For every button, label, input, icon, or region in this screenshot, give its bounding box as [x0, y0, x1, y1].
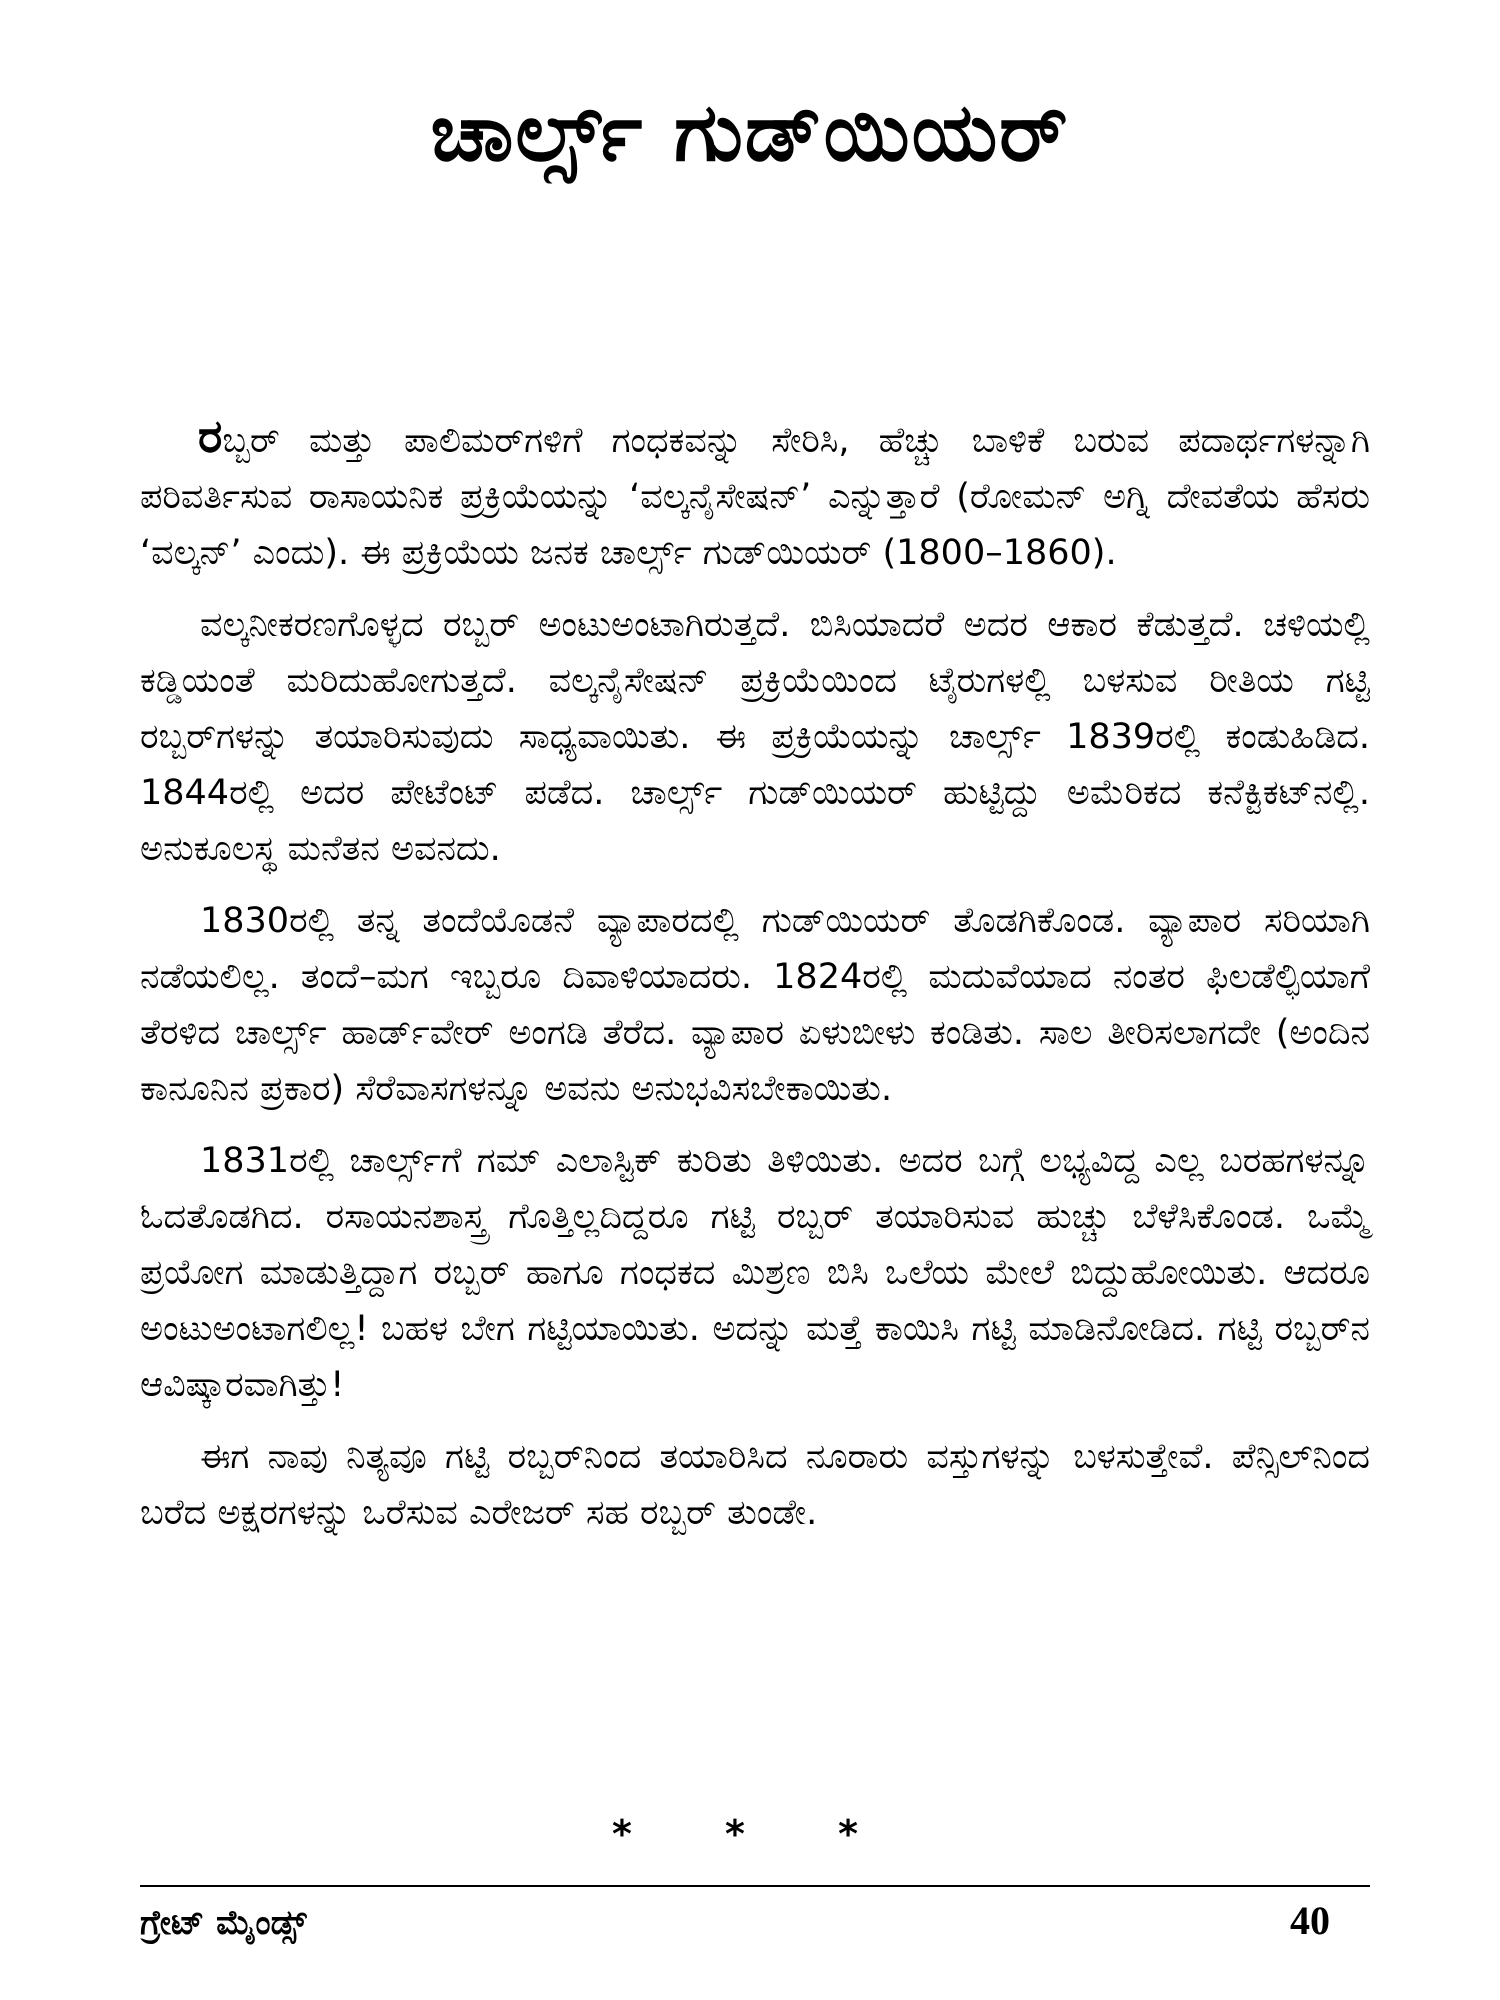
page-title: ಚಾರ್ಲ್ಸ್ ಗುಡ್‌ಯಿಯರ್ [430, 86, 1070, 179]
paragraph-5: ಈಗ ನಾವು ನಿತ್ಯವೂ ಗಟ್ಟಿ ರಬ್ಬರ್‌ನಿಂದ ತಯಾರಿಸಿದ ನೂರಾರು ವಸ್ತುಗಳನ್ನು ಬಳಸುತ್ತೇವೆ. ಪೆನ್ಸಿಲ್‌ನಿಂದ ಬರೆದ ಅಕ್ಷರಗಳನ್ನು ಒರೆಸುವ ಎರೇಜರ್ ಸಹ ರಬ್ಬರ್ ತುಂಡೇ. [140, 1437, 1370, 1533]
drop-cap: ರ [198, 409, 223, 463]
paragraph-4: 1831ರಲ್ಲಿ ಚಾರ್ಲ್ಸ್‌ಗೆ ಗಮ್ ಎಲಾಸ್ಟಿಕ್ ಕುರಿತು ತಿಳಿಯಿತು. ಅದರ ಬಗ್ಗೆ ಲಭ್ಯವಿದ್ದ ಎಲ್ಲ ಬರಹಗಳನ್ನೂ ಓದತೊಡಗಿದ. ರಸಾಯನಶಾಸ್ತ್ರ ಗೊತ್ತಿಲ್ಲದಿದ್ದರೂ ಗಟ್ಟಿ ರಬ್ಬರ್ ತಯಾರಿಸುವ ಹುಚ್ಚು ಬೆಳೆಸಿಕೊಂಡ. ಒಮ್ಮೆ ಪ್ರಯೋಗ ಮಾಡುತ್ತಿದ್ದಾಗ ರಬ್ಬರ್ ಹಾಗೂ ಗಂಧಕದ ಮಿಶ್ರಣ ಬಿಸಿ ಒಲೆಯ ಮೇಲೆ ಬಿದ್ದುಹೋಯಿತು. ಆದರೂ ಅಂಟುಅಂಟಾಗಲಿಲ್ಲ! ಬಹಳ ಬೇಗ ಗಟ್ಟಿಯಾಯಿತು. ಅದನ್ನು ಮತ್ತೆ ಕಾಯಿಸಿ ಗಟ್ಟಿ ಮಾಡಿನೋಡಿದ. ಗಟ್ಟಿ ರಬ್ಬರ್‌ನ ಆವಿಷ್ಕಾರವಾಗಿತ್ತು! [140, 1141, 1370, 1405]
paragraph-1 [140, 408, 1370, 581]
paragraph-1-text: ಬ್ಬರ್ ಮತ್ತು ಪಾಲಿಮರ್‌ಗಳಿಗೆ ಗಂಧಕವನ್ನು ಸೇರಿಸಿ, ಹೆಚ್ಚು ಬಾಳಿಕೆ ಬರುವ ಪದಾರ್ಥಗಳನ್ನಾಗಿ ಪರಿವರ್ತಿಸುವ ರಾಸಾಯನಿಕ ಪ್ರಕ್ರಿಯೆಯನ್ನು ‘ವಲ್ಕನೈಸೇಷನ್’ ಎನ್ನುತ್ತಾರೆ (ರೋಮನ್ ಅಗ್ನಿ ದೇವತೆಯ ಹೆಸರು ‘ವಲ್ಕನ್’ ಎಂದು). ಈ ಪ್ರಕ್ರಿಯೆಯ ಜನಕ ಚಾರ್ಲ್ಸ್ ಗುಡ್‌ಯಿಯರ್ (1800–1860). [140, 421, 1370, 573]
footer-divider [140, 1885, 1370, 1887]
paragraph-3: 1830ರಲ್ಲಿ ತನ್ನ ತಂದೆಯೊಡನೆ ವ್ಯಾಪಾರದಲ್ಲಿ ಗುಡ್‌ಯಿಯರ್ ತೊಡಗಿಕೊಂಡ. ವ್ಯಾಪಾರ ಸರಿಯಾಗಿ ನಡೆಯಲಿಲ್ಲ. ತಂದೆ–ಮಗ ಇಬ್ಬರೂ ದಿವಾಳಿಯಾದರು. 1824ರಲ್ಲಿ ಮದುವೆಯಾದ ನಂತರ ಫಿಲಡೆಲ್ಫಿಯಾಗೆ ತೆರಳಿದ ಚಾರ್ಲ್ಸ್ ಹಾರ್ಡ್‌ವೇರ್ ಅಂಗಡಿ ತೆರೆದ. ವ್ಯಾಪಾರ ಏಳುಬೀಳು ಕಂಡಿತು. ಸಾಲ ತೀರಿಸಲಾಗದೇ (ಅಂದಿನ ಕಾನೂನಿನ ಪ್ರಕಾರ) ಸೆರೆವಾಸಗಳನ್ನೂ ಅವನು ಅನುಭವಿಸಬೇಕಾಯಿತು. [140, 901, 1370, 1109]
page-number: 40 [1290, 1898, 1330, 1943]
paragraph-2: ವಲ್ಕನೀಕರಣಗೊಳ್ಳದ ರಬ್ಬರ್ ಅಂಟುಅಂಟಾಗಿರುತ್ತದೆ. ಬಿಸಿಯಾದರೆ ಅದರ ಆಕಾರ ಕೆಡುತ್ತದೆ. ಚಳಿಯಲ್ಲಿ ಕಡ್ಡಿಯಂತೆ ಮರಿದುಹೋಗುತ್ತದೆ. ವಲ್ಕನೈಸೇಷನ್ ಪ್ರಕ್ರಿಯೆಯಿಂದ ಟೈರುಗಳಲ್ಲಿ ಬಳಸುವ ರೀತಿಯ ಗಟ್ಟಿ ರಬ್ಬರ್‌ಗಳನ್ನು ತಯಾರಿಸುವುದು ಸಾಧ್ಯವಾಯಿತು. ಈ ಪ್ರಕ್ರಿಯೆಯನ್ನು ಚಾರ್ಲ್ಸ್ 1839ರಲ್ಲಿ ಕಂಡುಹಿಡಿದ. 1844ರಲ್ಲಿ ಅದರ ಪೇಟೆಂಟ್ ಪಡೆದ. ಚಾರ್ಲ್ಸ್ ಗುಡ್‌ಯಿಯರ್ ಹುಟ್ಟಿದ್ದು ಅಮೆರಿಕದ ಕನೆಕ್ಟಿಕಟ್‌ನಲ್ಲಿ. ಅನುಕೂಲಸ್ಥ ಮನೆತನ ಅವನದು. [140, 605, 1370, 869]
footer-book-title: ಗ್ರೇಟ್ ಮೈಂಡ್ಸ್ [140, 1903, 307, 1943]
article-body [140, 408, 1370, 1541]
section-separator: * * * [611, 1812, 899, 1856]
